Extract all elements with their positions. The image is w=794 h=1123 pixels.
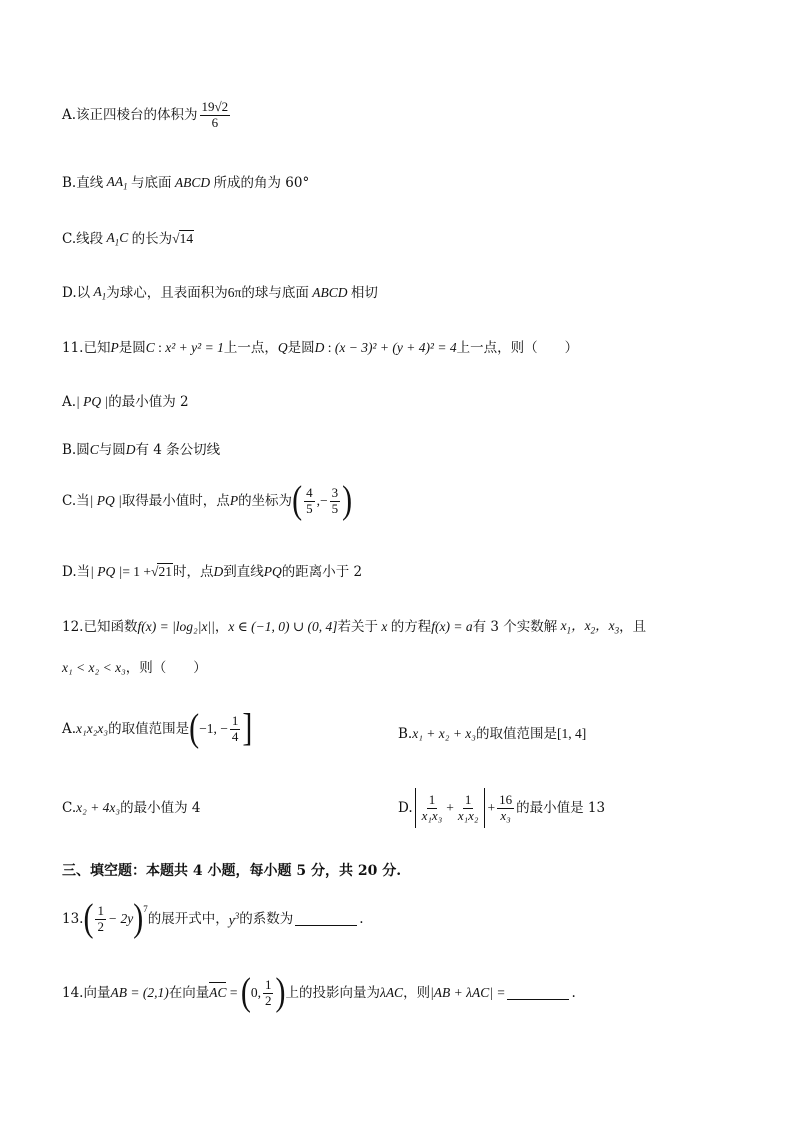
q10-option-a-fraction: $\frac{19√2}{6}$: [201, 99, 229, 130]
math-sqrt14: √14: [172, 231, 194, 247]
q10-option-b: B.直线 $AA_1$ 与底面 ABCD 所成的角为 60°: [62, 174, 310, 192]
circle-d-equation: (x − 3)² + (y + 4)² = 4: [334, 340, 457, 355]
abs-bar-left: [415, 788, 416, 828]
q14-answer-blank[interactable]: [507, 987, 569, 1000]
math-abcd: ABCD: [171, 175, 214, 191]
q12-stem-line2: x₁ < x₂ < x₃ ，则（ ）: [62, 660, 207, 676]
q11-option-d: D.当 | PQ | = 1 + √21 时，点 D 到直线 PQ 的距离小于 2: [62, 564, 363, 580]
q11-option-a: A. | PQ | 的最小值为 2: [62, 394, 189, 410]
q10-option-c: C.线段 $A_1C$ 的长为 √14: [62, 230, 194, 248]
q11-option-b: B.圆 C 与圆 D 有 4 条公切线: [62, 442, 221, 458]
q13-answer-blank[interactable]: [295, 913, 357, 926]
math-6pi: 6π: [227, 285, 242, 301]
q11-option-c: C.当 | PQ | 取得最小值时，点 P 的坐标为 ( $\frac{4}{5}$ ,− $\frac{3}{5}$ ): [62, 479, 353, 523]
circle-c-equation: x² + y² = 1: [165, 340, 224, 355]
q10-option-a-text: A.该正四棱台的体积为: [62, 107, 198, 124]
section-3-heading: 三、填空题：本题共 4 小题，每小题 5 分，共 20 分.: [62, 863, 402, 879]
q12-option-b: B. x₁ + x₂ + x₃ 的取值范围是 [1, 4]: [398, 726, 587, 742]
q12-option-c: C. x₂ + 4x₃ 的最小值为 4: [62, 800, 201, 816]
math-a1c: $A_1C$: [103, 230, 132, 248]
math-a1: $A_1$: [90, 284, 107, 302]
q10-option-d: D.以 $A_1$ 为球心，且表面积为 6π 的球与底面 ABCD 相切: [62, 284, 378, 302]
q13: 13. ( $\frac{1}{2}$ − 2y ) $^7$ 的展开式中， $y^3$ 的系数为 .: [62, 897, 364, 941]
math-aa1: $AA_1$: [103, 174, 128, 192]
q14: 14.向量 AB = (2,1) 在向量 AC = ( 0, $\frac{1}{2}$ ) 上的投影向量为 λAC ，则 |AB + λAC| = .: [62, 971, 576, 1015]
abs-bar-right: [484, 788, 485, 828]
q10-option-a: [62, 100, 232, 131]
q12-stem: 12.已知函数 f(x) = |log₂|x|| ， x ∈ (−1, 0) ∪ (0, 4] 若关于 x 的方程 f(x) = a 有 3 个实数解 $x_1$，$x_2$，$x_3$ ，且: [62, 618, 647, 636]
function-domain: x ∈ (−1, 0) ∪ (0, 4]: [228, 619, 338, 635]
q11-stem: 11.已知 P 是圆 C : x² + y² = 1 上一点， Q 是圆 D : (x − 3)² + (y + 4)² = 4 上一点，则（ ）: [62, 340, 579, 356]
function-definition: f(x) = |log₂|x||: [137, 619, 215, 635]
q12-option-d: D. $\frac{1}{\text{x₁x₃}}$ + $\frac{1}{\text{x₁x₂}}$ + $\frac{16}{\text{x₃}}$ 的最小值是 13: [398, 788, 605, 828]
q12-option-a: A. x₁x₂x₃ 的取值范围是 ( −1, − $\frac{1}{4}$ ]: [62, 707, 253, 751]
